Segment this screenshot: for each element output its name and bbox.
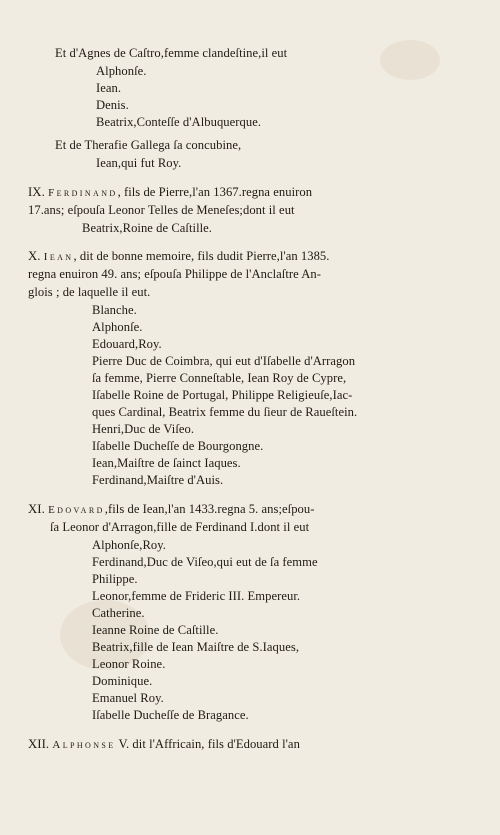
section-name: Ferdinand <box>48 187 118 199</box>
child-entry: Leonor,femme de Frideric III. Empereur. <box>92 589 301 603</box>
child-entry: Ferdinand,Maiſtre d'Auis. <box>92 473 224 487</box>
section-text: ,fils de Iean,l'an 1433.regna 5. ans;eſpou- <box>104 502 315 516</box>
child-entry: Iean. <box>96 81 122 95</box>
section-xii-line-1 <box>28 738 300 751</box>
child-entry: Catherine. <box>92 606 145 620</box>
child-entry: Denis. <box>96 98 129 112</box>
child-entry: Iean,qui fut Roy. <box>96 156 182 170</box>
child-entry: Blanche. <box>92 303 137 317</box>
text-line: Et de Therafie Gallega ſa concubine, <box>55 138 242 152</box>
section-text: , dit de bonne memoire, fils dudit Pierre,l'an 1385. <box>73 249 330 263</box>
child-entry: Henri,Duc de Viſeo. <box>92 422 195 436</box>
child-entry: Beatrix,fille de Iean Maiſtre de S.Iaques, <box>92 640 300 654</box>
child-entry: Philippe. <box>92 572 138 586</box>
child-entry: Pierre Duc de Coimbra, qui eut d'Iſabelle d'Arragon <box>92 354 356 368</box>
section-name: Alphonse <box>52 739 116 751</box>
child-entry: Iean,Maiſtre de ſainct Iaques. <box>92 456 241 470</box>
child-entry: ques Cardinal, Beatrix femme du ſieur de Raueſtein. <box>92 405 358 419</box>
child-entry: Iſabelle Ducheſſe de Bragance. <box>92 708 249 722</box>
child-entry: Beatrix,Conteſſe d'Albuquerque. <box>96 115 262 129</box>
text-line: 17.ans; eſpouſa Leonor Telles de Meneſes;dont il eut <box>28 203 295 217</box>
section-x-line-1 <box>28 250 329 263</box>
section-number: IX. <box>28 185 45 199</box>
section-ix-line-1 <box>28 186 312 199</box>
child-entry: Iſabelle Roine de Portugal, Philippe Religieuſe,Iac- <box>92 388 353 402</box>
child-entry: ſa femme, Pierre Conneſtable, Iean Roy de Cypre, <box>92 371 347 385</box>
section-name: Iean <box>43 251 74 263</box>
text-line: regna enuiron 49. ans; eſpouſa Philippe de l'Anclaſtre An- <box>28 267 321 281</box>
section-xi-line-1 <box>28 503 314 516</box>
child-entry: Iſabelle Ducheſſe de Bourgongne. <box>92 439 264 453</box>
child-entry: Beatrix,Roine de Caſtille. <box>82 221 213 235</box>
text-line: glois ; de laquelle il eut. <box>28 285 151 299</box>
child-entry: Ieanne Roine de Caſtille. <box>92 623 219 637</box>
section-text: V. dit l'Affricain, fils d'Edouard l'an <box>115 737 300 751</box>
child-entry: Ferdinand,Duc de Viſeo,qui eut de ſa femme <box>92 555 318 569</box>
child-entry: Alphonſe,Roy. <box>92 538 166 552</box>
section-number: XI. <box>28 502 45 516</box>
section-number: X. <box>28 249 41 263</box>
section-number: XII. <box>28 737 50 751</box>
child-entry: Emanuel Roy. <box>92 691 164 705</box>
child-entry: Edouard,Roy. <box>92 337 162 351</box>
text-line: ſa Leonor d'Arragon,fille de Ferdinand I.dont il eut <box>50 520 310 534</box>
child-entry: Alphonſe. <box>92 320 143 334</box>
text-line: Et d'Agnes de Caſtro,femme clandeſtine,il eut <box>55 46 288 60</box>
section-text: , fils de Pierre,l'an 1367.regna enuiron <box>117 185 313 199</box>
child-entry: Dominique. <box>92 674 153 688</box>
paper-stain <box>380 40 440 80</box>
section-name: Edovard <box>48 504 105 516</box>
child-entry: Alphonſe. <box>96 64 147 78</box>
child-entry: Leonor Roine. <box>92 657 166 671</box>
